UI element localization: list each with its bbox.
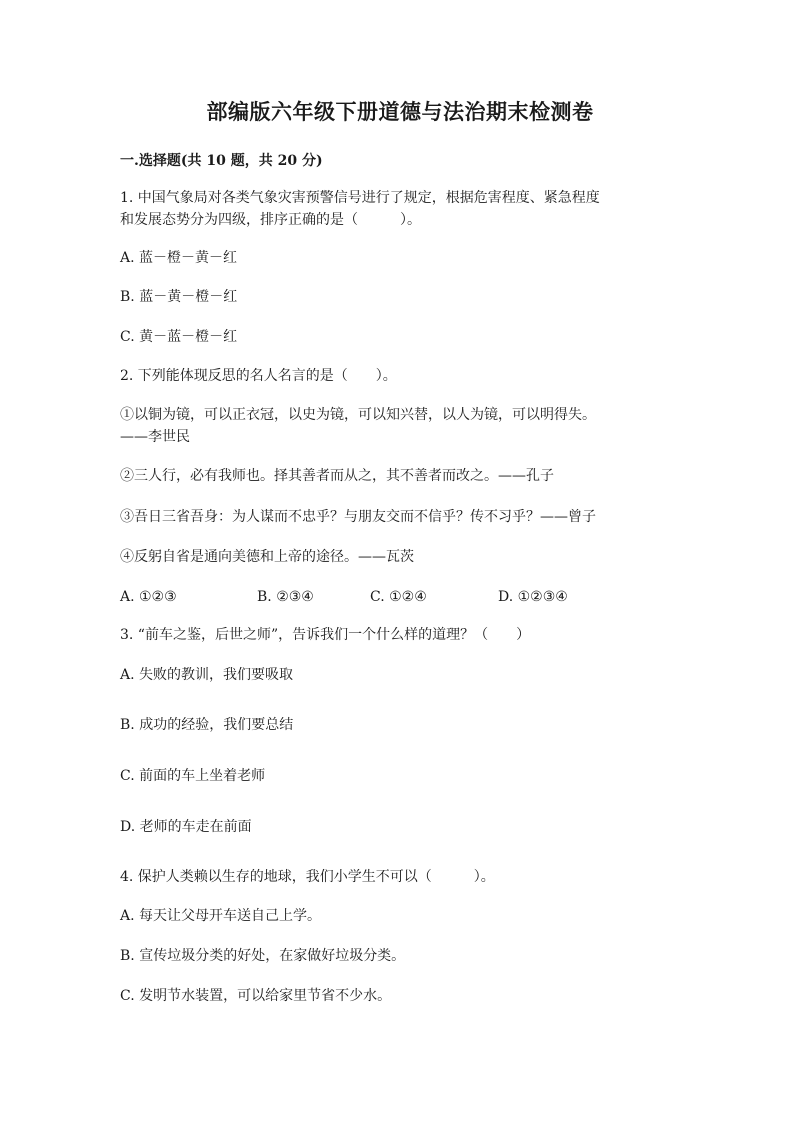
question-3-option-d: D. 老师的车走在前面	[120, 819, 252, 835]
question-1-option-a: A. 蓝－橙－黄－红	[120, 250, 238, 266]
question-1-option-b: B. 蓝－黄－橙－红	[120, 289, 238, 305]
section-heading: 一.选择题(共 10 题，共 20 分)	[120, 153, 323, 169]
question-2-quote-4: ④反躬自省是通向美德和上帝的途径。——瓦茨	[120, 549, 414, 565]
question-2-option-a: A. ①②③	[120, 589, 177, 605]
question-4-stem: 4. 保护人类赖以生存的地球，我们小学生不可以（ ）。	[120, 869, 495, 885]
question-3-option-c: C. 前面的车上坐着老师	[120, 768, 266, 784]
question-3-stem: 3. “前车之鉴，后世之师”，告诉我们一个什么样的道理？（ ）	[120, 627, 531, 643]
question-2-quote-1-line-1: ①以铜为镜，可以正衣冠，以史为镜，可以知兴替，以人为镜，可以明得失。	[120, 407, 596, 423]
question-4-option-b: B. 宣传垃圾分类的好处，在家做好垃圾分类。	[120, 948, 406, 964]
question-2-option-c: C. ①②④	[370, 589, 427, 605]
question-2-option-d: D. ①②③④	[498, 589, 568, 605]
question-1-stem-line-2: 和发展态势分为四级，排序正确的是（ ）。	[120, 212, 421, 228]
question-2-stem: 2. 下列能体现反思的名人名言的是（ ）。	[120, 368, 397, 384]
question-4-option-a: A. 每天让父母开车送自己上学。	[120, 908, 322, 924]
question-2-quote-3: ③吾日三省吾身：为人谋而不忠乎？与朋友交而不信乎？传不习乎？——曾子	[120, 509, 596, 525]
question-1-option-c: C. 黄－蓝－橙－红	[120, 329, 238, 345]
question-3-option-a: A. 失败的教训，我们要吸取	[120, 667, 294, 683]
question-4-option-c: C. 发明节水装置，可以给家里节省不少水。	[120, 988, 392, 1004]
question-2-option-b: B. ②③④	[257, 589, 314, 605]
question-3-option-b: B. 成功的经验，我们要总结	[120, 717, 294, 733]
question-2-quote-2: ②三人行，必有我师也。择其善者而从之，其不善者而改之。——孔子	[120, 468, 554, 484]
question-1-stem-line-1: 1. 中国气象局对各类气象灾害预警信号进行了规定，根据危害程度、紧急程度	[120, 190, 600, 206]
page-title: 部编版六年级下册道德与法治期末检测卷	[206, 99, 594, 124]
question-2-quote-1-line-2: ——李世民	[120, 429, 190, 445]
